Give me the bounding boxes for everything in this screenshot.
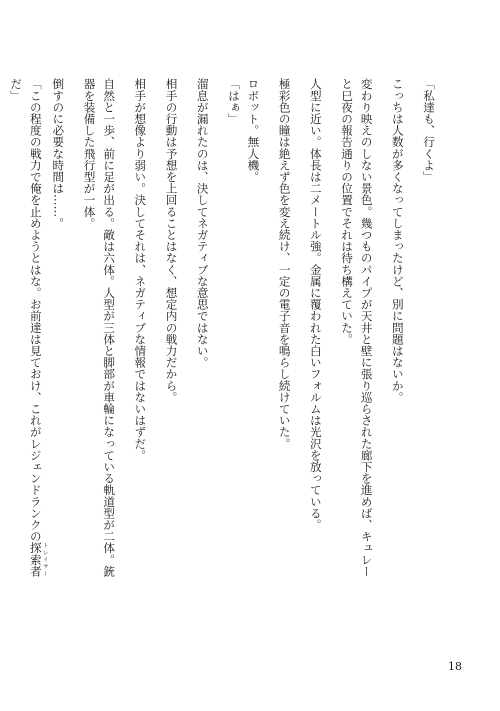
page-number: 18 (448, 660, 462, 673)
text-line: 変わり映えのしない景色。幾つものパイプが天井と壁に張り巡らされた廊下を進めば、キュレー (359, 78, 374, 577)
text-line: 相手が想像より弱い。決してそれは、ネガティブな情報ではないはずだ。 (133, 78, 148, 461)
text-line: 倒すのに必要な時間は……。 (51, 78, 66, 229)
text-line: ロボット。無人機。 (246, 78, 261, 183)
text-line: 相手の行動は予想を上回ることはなく、想定内の戦力だから。 (164, 78, 179, 403)
ruby-base: 探索者 (28, 542, 43, 577)
text-line: 「私達も、行くよ」 (422, 78, 436, 183)
text-line: と巳夜の報告通りの位置でそれは待ち構えていた。 (340, 78, 355, 345)
text-line: 溜息が漏れたのは、決してネガティブな意思ではない。 (195, 78, 210, 368)
text-line: こっちは人数が多くなってしまったけど、別に問題はないか。 (390, 78, 405, 403)
text-line: 極彩色の瞳は絶えず色を変え続け、一定の電子音を鳴らし続けていた。 (277, 78, 292, 450)
text-line: 人型に近い。体長は二メートル強。金属に覆われた白いフォルムは光沢を放っている。 (308, 78, 323, 531)
text-line (25, 78, 48, 590)
text-line: 「はぁ」 (226, 78, 241, 125)
text-line: 器を装備した飛行型が一体。 (82, 78, 97, 229)
text-line: だ」 (9, 78, 24, 102)
ruby-text: トレイサー (41, 542, 48, 577)
body-text (0, 78, 438, 590)
ruby-word (28, 542, 48, 577)
text-line: 自然と一歩、前に足が出る。敵は六体。人型が三体と脚部が車輪になっている軌道型が二体。銃 (102, 78, 117, 577)
text-line (0, 78, 6, 590)
line-text: 「この程度の戦力で俺を止めようとはな。お前達は見ておけ、これがレジェンドランクの (28, 78, 43, 542)
